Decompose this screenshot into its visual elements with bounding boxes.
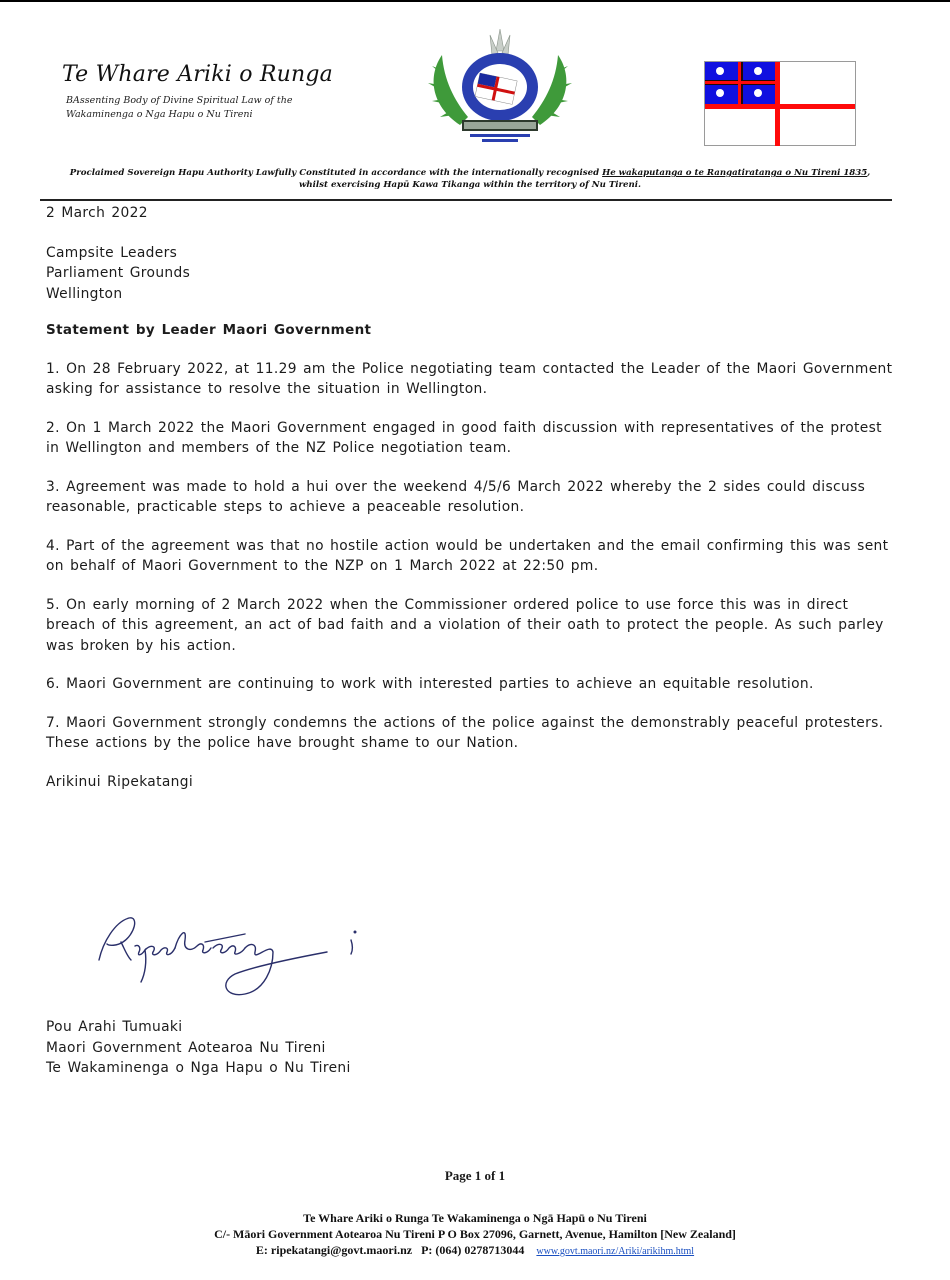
paragraph-text: 2. On 1 March 2022 the Maori Government engaged in good faith discussion with representatives of the protest in Wellington and members of the NZ Police negotiation team. <box>46 419 882 456</box>
footer-contact-line <box>0 1242 950 1260</box>
paragraph-5 <box>46 595 896 657</box>
footer-contact: E: ripekatangi@govt.maori.nz P: (064) 0278713044 <box>255 1243 525 1257</box>
closing-name: Arikinui Ripekatangi <box>46 773 194 790</box>
page-number: Page 1 of 1 <box>444 1168 506 1183</box>
letterhead-title: Te Whare Ariki o Runga <box>62 62 333 87</box>
footer-line2: C/- Māori Government Aotearoa Nu Tireni P O Box 27096, Garnett, Avenue, Hamilton [New Zealand] <box>214 1227 736 1241</box>
letter-body <box>46 203 896 792</box>
paragraph-2 <box>46 418 896 459</box>
paragraph-text: 4. Part of the agreement was that no hostile action would be undertaken and the email confirming this was sent on behalf of Maori Government to the NZP on 1 March 2022 at 22:50 pm. <box>46 537 889 574</box>
recipient-line: Wellington <box>46 285 123 302</box>
signatory-body: Te Wakaminenga o Nga Hapu o Nu Tireni <box>46 1060 351 1076</box>
letterhead-subtitle <box>66 94 366 122</box>
paragraph-text: 7. Maori Government strongly condemns the actions of the police against the demonstrably peaceful protesters. These actions by the police have brought shame to our Nation. <box>46 714 884 751</box>
proclamation-treaty-link[interactable]: He wakaputanga o te Rangatiratanga o Nu Tireni 1835 <box>602 168 868 178</box>
fern-right-icon <box>532 55 572 125</box>
paragraph-text: 6. Maori Government are continuing to work with interested parties to achieve an equitable resolution. <box>46 676 814 692</box>
fern-left-icon <box>428 55 468 125</box>
paragraph-text: 5. On early morning of 2 March 2022 when the Commissioner ordered police to use force this was in direct breach of this agreement, an act of bad faith and a violation of their oath to protect the people. As such parley was broken by his action. <box>46 596 884 654</box>
letterhead-subtitle-line1: BAssenting Body of Divine Spiritual Law of the <box>66 95 293 106</box>
recipient-line: Parliament Grounds <box>46 265 191 281</box>
proclamation-suffix: , whilst exercising Hapū Kawa Tikanga within the territory of Nu Tireni. <box>298 168 871 190</box>
header-divider <box>40 199 892 201</box>
recipient-line: Campsite Leaders <box>46 244 178 261</box>
letter-date: 2 March 2022 <box>46 205 148 221</box>
recipient-address <box>46 243 896 305</box>
paragraph-7 <box>46 713 896 754</box>
signatory-title: Pou Arahi Tumuaki <box>46 1019 183 1035</box>
letter-subject: Statement by Leader Maori Government <box>46 322 372 338</box>
paragraph-1 <box>46 359 896 400</box>
footer-website-link[interactable]: www.govt.maori.nz/Ariki/arikihm.html <box>536 1246 695 1257</box>
handwritten-signature-icon <box>95 912 375 1007</box>
footer-line1: Te Whare Ariki o Runga Te Wakaminenga o Ngā Hapū o Nu Tireni <box>303 1211 647 1225</box>
signatory-block <box>46 1017 351 1079</box>
maori-government-crest-icon <box>420 25 580 155</box>
paragraph-text: 3. Agreement was made to hold a hui over the weekend 4/5/6 March 2022 whereby the 2 sides could discuss reasonable, practicable steps to achieve a peaceable resolution. <box>46 478 866 515</box>
top-border <box>0 0 950 2</box>
paragraph-3 <box>46 477 896 518</box>
paragraph-text: 1. On 28 February 2022, at 11.29 am the Police negotiating team contacted the Leader of the Maori Government asking for assistance to resolve the situation in Wellington. <box>46 360 893 397</box>
signatory-organisation: Maori Government Aotearoa Nu Tireni <box>46 1039 326 1056</box>
paragraph-6 <box>46 674 896 695</box>
united-tribes-flag-icon <box>704 61 856 146</box>
proclamation-text <box>60 167 880 191</box>
proclamation-prefix: Proclaimed Sovereign Hapu Authority Lawfully Constituted in accordance with the internationally recognised <box>69 168 603 178</box>
letterhead-subtitle-line2: Wakaminenga o Nga Hapu o Nu Tireni <box>66 109 253 120</box>
paragraph-4 <box>46 536 896 577</box>
letter-footer <box>0 1210 950 1260</box>
